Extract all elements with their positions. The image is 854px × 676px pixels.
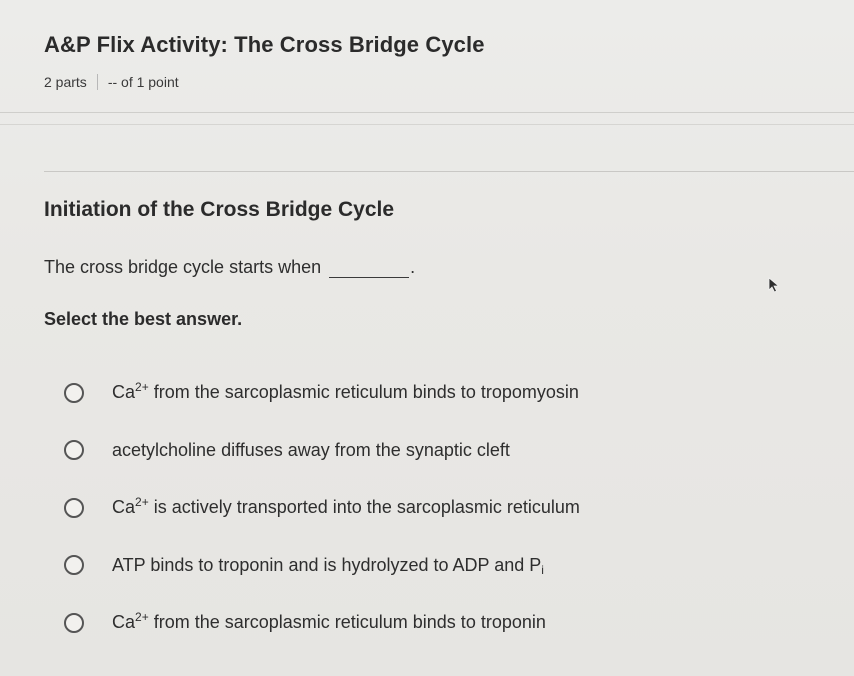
answer-options <box>64 364 580 652</box>
radio-unselected-icon[interactable] <box>64 498 84 518</box>
option-label: $Ca^{2+}$ is actively transported into the sarcoplasmic reticulum <box>112 495 580 518</box>
radio-unselected-icon[interactable] <box>64 555 84 575</box>
header-divider-top <box>0 112 854 113</box>
radio-unselected-icon[interactable] <box>64 383 84 403</box>
answer-option-4[interactable] <box>64 537 580 595</box>
answer-option-2[interactable] <box>64 422 580 480</box>
section-divider <box>44 171 854 172</box>
answer-option-5[interactable] <box>64 594 580 652</box>
parts-count: 2 parts <box>44 74 87 90</box>
question-text <box>44 257 415 278</box>
answer-option-1[interactable] <box>64 364 580 422</box>
option-label: $Ca^{2+}$ from the sarcoplasmic reticulum binds to troponin <box>112 610 546 633</box>
score-label: -- of 1 point <box>107 74 179 90</box>
question-prefix: The cross bridge cycle starts when <box>44 257 322 277</box>
mouse-pointer-icon <box>767 277 781 293</box>
header-divider-bottom <box>0 124 854 125</box>
instruction-text: Select the best answer. <box>44 309 243 329</box>
section-title: Initiation of the Cross Bridge Cycle <box>44 198 395 221</box>
radio-unselected-icon[interactable] <box>64 440 84 460</box>
activity-meta <box>44 74 824 90</box>
meta-divider <box>97 74 98 90</box>
answer-blank <box>329 263 409 278</box>
question-suffix: . <box>410 257 416 277</box>
option-label: $Ca^{2+}$ from the sarcoplasmic reticulum binds to tropomyosin <box>112 380 579 403</box>
option-label: ATP binds to troponin and is hydrolyzed to ADP and $P_i$ <box>112 554 544 577</box>
option-label: acetylcholine diffuses away from the synaptic cleft <box>112 439 510 460</box>
activity-header <box>44 30 824 90</box>
radio-unselected-icon[interactable] <box>64 613 84 633</box>
answer-option-3[interactable] <box>64 479 580 537</box>
activity-title: A&P Flix Activity: The Cross Bridge Cycle <box>44 32 485 57</box>
